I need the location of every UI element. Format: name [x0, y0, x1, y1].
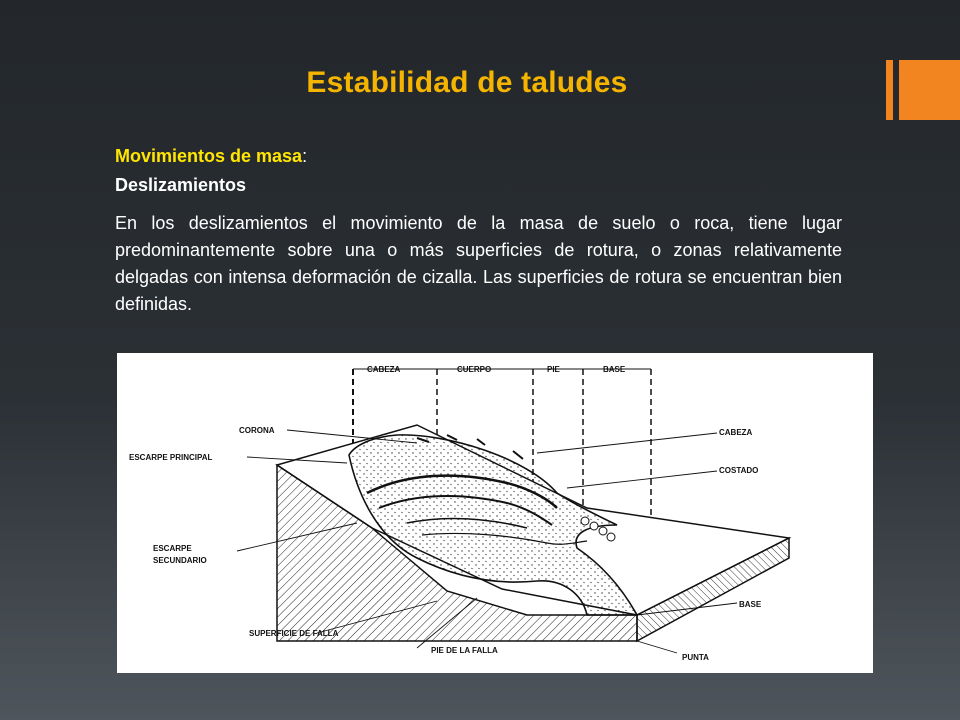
slide-title: Estabilidad de taludes	[306, 66, 628, 99]
label-escarpe-secundario-2: SECUNDARIO	[153, 556, 207, 565]
label-costado: COSTADO	[719, 466, 759, 475]
landslide-diagram-svg	[117, 353, 873, 673]
label-top-cabeza: CABEZA	[367, 365, 401, 374]
label-top-cuerpo: CUERPO	[457, 365, 492, 374]
label-cabeza-right: CABEZA	[719, 428, 753, 437]
label-punta: PUNTA	[682, 653, 709, 662]
subtitle-highlight: Movimientos de masa	[115, 146, 303, 166]
label-escarpe-secundario-1: ESCARPE	[153, 544, 192, 553]
section-heading: Deslizamientos	[115, 175, 247, 195]
label-top-base: BASE	[603, 365, 626, 374]
label-escarpe-principal: ESCARPE PRINCIPAL	[129, 453, 213, 462]
subtitle	[115, 146, 307, 167]
label-corona: CORONA	[239, 426, 275, 435]
label-pie-de-la-falla: PIE DE LA FALLA	[431, 646, 498, 655]
subtitle-colon: :	[302, 146, 308, 166]
body-paragraph: En los deslizamientos el movimiento de la masa de suelo o roca, tiene lugar predominantemente sobre una o más superficies de rotura, o zonas relativamente delgadas con intensa deformación de cizalla. Las superficies de rotura se encuentran bien definidas.	[115, 213, 842, 314]
label-base-right: BASE	[739, 600, 762, 609]
landslide-diagram	[117, 353, 873, 673]
label-top-pie: PIE	[547, 365, 560, 374]
label-superficie-de-falla: SUPERFICIE DE FALLA	[249, 629, 339, 638]
